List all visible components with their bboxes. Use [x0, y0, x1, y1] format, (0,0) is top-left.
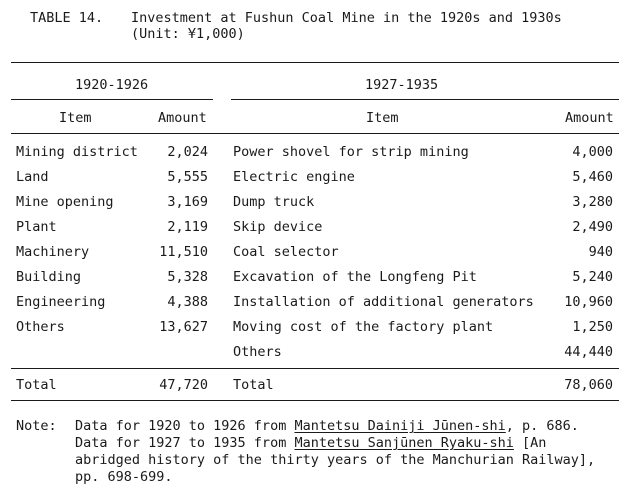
left-period-header: 1920-1926 [75, 77, 149, 93]
note-label: Note: [16, 418, 57, 434]
column-header-rule [11, 133, 619, 134]
left-row-item: Engineering [16, 294, 106, 310]
note-text: Data for 1927 to 1935 from [75, 435, 295, 451]
right-row-amount: 3,280 [572, 194, 613, 210]
left-total-amount: 47,720 [159, 377, 208, 393]
left-row-item: Plant [16, 219, 57, 235]
left-row-amount: 5,328 [167, 269, 208, 285]
right-total-label: Total [233, 377, 274, 393]
left-row-amount: 5,555 [167, 169, 208, 185]
left-row-item: Others [16, 319, 65, 335]
left-row-item: Mining district [16, 144, 138, 160]
right-row-amount: 940 [588, 244, 613, 260]
note-line-4: pp. 698-699. [75, 469, 173, 485]
right-row-amount: 1,250 [572, 319, 613, 335]
note-line-1 [75, 418, 579, 434]
left-row-amount: 13,627 [159, 319, 208, 335]
total-top-rule [11, 368, 619, 369]
source-title: Mantetsu Sanjūnen Ryaku-shi [294, 435, 514, 451]
right-row-item: Excavation of the Longfeng Pit [233, 269, 477, 285]
table-title: Investment at Fushun Coal Mine in the 1920s and 1930s [131, 10, 562, 26]
right-row-amount: 5,460 [572, 169, 613, 185]
table-unit: (Unit: ¥1,000) [131, 26, 245, 42]
left-row-amount: 2,119 [167, 219, 208, 235]
right-row-item: Moving cost of the factory plant [233, 319, 494, 335]
table-title-label: TABLE 14. [30, 10, 104, 26]
right-row-item: Electric engine [233, 169, 355, 185]
right-row-amount: 5,240 [572, 269, 613, 285]
left-total-label: Total [16, 377, 57, 393]
left-row-item: Mine opening [16, 194, 114, 210]
right-period-header: 1927-1935 [365, 77, 439, 93]
right-row-amount: 4,000 [572, 144, 613, 160]
note-line-2 [75, 435, 546, 451]
right-row-item: Installation of additional generators [233, 294, 534, 310]
note-text: Data for 1920 to 1926 from [75, 418, 295, 434]
total-bottom-rule [11, 400, 619, 401]
right-row-item: Coal selector [233, 244, 339, 260]
source-title: Mantetsu Dainiji Jūnen-shi [294, 418, 506, 434]
right-row-amount: 2,490 [572, 219, 613, 235]
left-row-item: Machinery [16, 244, 90, 260]
right-row-amount: 10,960 [564, 294, 613, 310]
note-text: [An [513, 435, 547, 451]
right-row-item: Power shovel for strip mining [233, 144, 469, 160]
right-amount-header: Amount [565, 110, 614, 126]
right-row-item: Others [233, 344, 282, 360]
right-period-rule [231, 99, 619, 100]
right-row-amount: 44,440 [564, 344, 613, 360]
left-row-amount: 3,169 [167, 194, 208, 210]
top-rule [11, 62, 619, 63]
left-row-item: Building [16, 269, 82, 285]
right-total-amount: 78,060 [564, 377, 613, 393]
left-row-amount: 4,388 [167, 294, 208, 310]
left-row-amount: 11,510 [159, 244, 208, 260]
right-item-header: Item [366, 110, 399, 126]
left-amount-header: Amount [158, 110, 207, 126]
left-row-item: Land [16, 169, 49, 185]
note-text: , p. 686. [505, 418, 579, 434]
note-line-3: abridged history of the thirty years of the Manchurian Railway], [75, 452, 596, 468]
left-item-header: Item [59, 110, 92, 126]
left-row-amount: 2,024 [167, 144, 208, 160]
right-row-item: Dump truck [233, 194, 315, 210]
left-period-rule [11, 99, 213, 100]
right-row-item: Skip device [233, 219, 323, 235]
